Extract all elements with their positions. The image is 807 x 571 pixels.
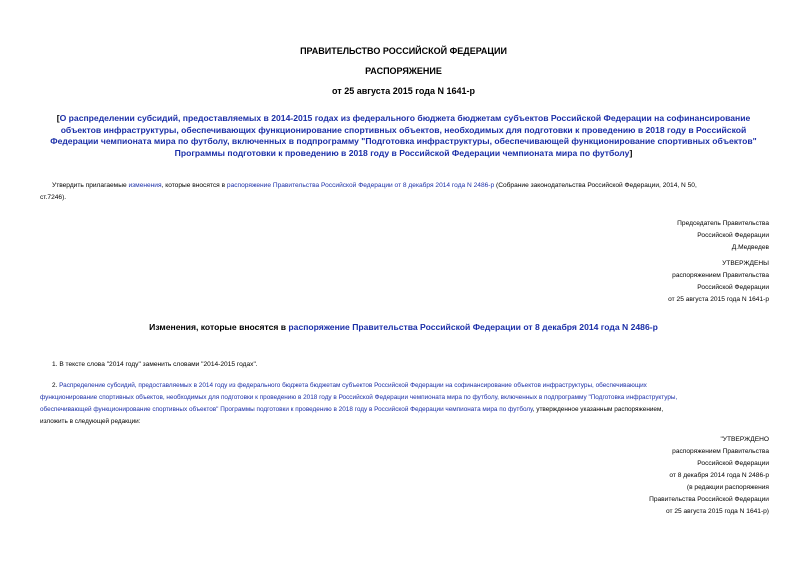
text: Изменения, которые вносятся в — [149, 322, 289, 332]
distribution-link-cont[interactable]: функционирование спортивных объектов, необходимых для подготовки к проведению в 2018 году в Российской Федерации чемпионата мира по футболу, включенных в подпрограмму "Подготовка инфраструктуры, — [40, 394, 678, 401]
subject-line-1[interactable]: О распределении субсидий, предоставляемых в 2014-2015 годах из федерального бюджета бюджетам субъектов Российской Федерации на софинансирование — [59, 113, 751, 123]
document-date-number: от 25 августа 2015 года N 1641-р — [332, 86, 475, 96]
decree-2486-title-link[interactable]: распоряжение Правительства Российской Федерации от 8 декабря 2014 года N 2486-р — [288, 322, 658, 332]
text: ст.7246). — [40, 194, 67, 201]
quote-line: от 8 декабря 2014 года N 2486-р — [669, 472, 769, 479]
distribution-link-cont[interactable]: обеспечивающей функционирование спортивных объектов" Программы подготовки к проведению в 2018 году в Российской Федерации чемпионата мира по футболу — [40, 406, 533, 413]
subject-title — [20, 113, 787, 159]
approved-line: УТВЕРЖДЕНЫ — [722, 260, 769, 267]
quoted-approval-block — [649, 434, 769, 518]
subject-line-3[interactable]: Федерации чемпионата мира по футболу, включенных в подпрограмму "Подготовка инфраструктуры, обеспечивающей функционирование спортивных объектов" — [50, 136, 757, 146]
quote-line: от 25 августа 2015 года N 1641-р) — [665, 508, 769, 515]
text: (Собрание законодательства Российской Федерации, 2014, N 50, — [494, 182, 697, 189]
changes-title — [0, 322, 807, 332]
quote-line: (в редакции распоряжения — [686, 484, 769, 491]
text: Утвердить прилагаемые — [52, 182, 129, 189]
approval-paragraph — [40, 180, 770, 204]
subject-line-4[interactable]: Программы подготовки к проведению в 2018 году в Российской Федерации чемпионата мира по футболу — [174, 147, 630, 158]
approved-line: распоряжением Правительства — [672, 272, 769, 279]
approved-block — [668, 258, 769, 306]
approved-line: от 25 августа 2015 года N 1641-р — [668, 296, 769, 303]
signature-line: Российской Федерации — [697, 232, 769, 239]
changes-link[interactable]: изменения — [128, 182, 162, 189]
subject-close-bracket: ] — [629, 147, 633, 158]
change-item-1 — [52, 359, 752, 371]
signature-line: Председатель Правительства — [677, 220, 769, 227]
text: , утвержденное указанным распоряжением, — [532, 406, 664, 413]
signature-name: Д.Медведев — [731, 244, 769, 251]
government-heading: ПРАВИТЕЛЬСТВО РОССИЙСКОЙ ФЕДЕРАЦИИ — [300, 46, 507, 56]
document-type: РАСПОРЯЖЕНИЕ — [365, 66, 442, 76]
distribution-link[interactable]: Распределение субсидий, предоставляемых в 2014 году из федерального бюджета бюджетам субъектов Российской Федерации на софинансирование объектов инфраструктуры, обеспечивающих — [59, 382, 647, 389]
quote-line: Правительства Российской Федерации — [649, 496, 769, 503]
item-number: 2. — [52, 382, 60, 389]
approved-line: Российской Федерации — [697, 284, 769, 291]
change-item-2 — [40, 380, 770, 428]
subject-open-bracket: [ — [56, 113, 60, 123]
text: изложить в следующей редакции: — [40, 418, 141, 425]
quote-line: Российской Федерации — [697, 460, 769, 467]
quote-line: распоряжением Правительства — [672, 448, 769, 455]
text: , которые вносятся в — [161, 182, 227, 189]
subject-line-2[interactable]: объектов инфраструктуры, обеспечивающих функционирование спортивных объектов, необходимых для подготовки к проведению в 2018 году в Российской — [60, 124, 747, 135]
quote-line: "УТВЕРЖДЕНО — [720, 436, 769, 443]
signature-block — [677, 218, 769, 254]
decree-2486-link[interactable]: распоряжение Правительства Российской Федерации от 8 декабря 2014 года N 2486-р — [226, 182, 495, 189]
text: 1. В тексте слова "2014 году" заменить словами "2014-2015 годах". — [52, 361, 258, 368]
